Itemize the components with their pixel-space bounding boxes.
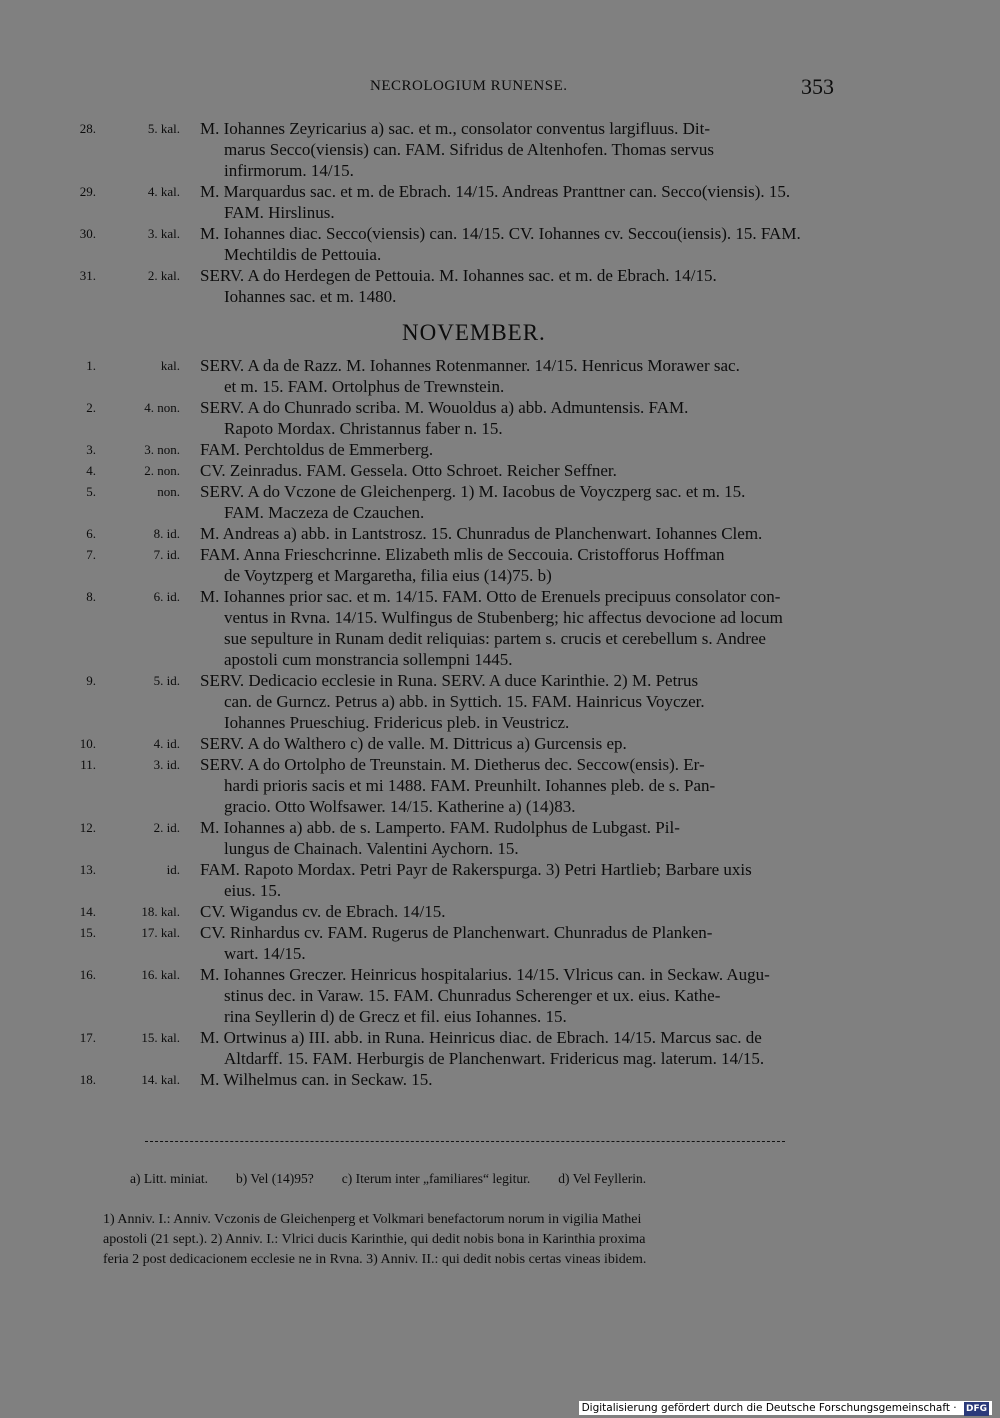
entry-row xyxy=(0,481,830,523)
entry-number: 30. xyxy=(79,226,96,241)
entry-text xyxy=(200,964,830,1027)
entry-date: 6. id. xyxy=(153,589,180,604)
entry-row xyxy=(0,964,830,1027)
entry-text xyxy=(200,481,830,523)
entry-date: 5. id. xyxy=(153,673,180,688)
entry-line: FAM. Anna Frieschcrinne. Elizabeth mlis de Seccouia. Cristofforus Hoffman xyxy=(200,545,725,564)
entry-text xyxy=(200,670,830,733)
entry-date: 14. kal. xyxy=(141,1072,180,1087)
entry-text xyxy=(200,460,830,481)
entry-number: 7. xyxy=(86,547,96,562)
entry-number: 2. xyxy=(86,400,96,415)
entry-number: 18. xyxy=(79,1072,96,1087)
entry-date: 4. kal. xyxy=(147,184,180,199)
entry-line: FAM. Maczeza de Czauchen. xyxy=(224,503,425,522)
entry-line: Rapoto Mordax. Christannus faber n. 15. xyxy=(224,419,503,438)
month-heading xyxy=(0,313,1000,353)
entry-line: M. Marquardus sac. et m. de Ebrach. 14/15. Andreas Pranttner can. Secco(viensis). 15. xyxy=(200,182,791,201)
entry-text xyxy=(200,181,830,223)
entry-line: gracio. Otto Wolfsawer. 14/15. Katherine a) (14)83. xyxy=(224,797,576,816)
entry-text xyxy=(200,355,830,397)
entry-line: et m. 15. FAM. Ortolphus de Trewnstein. xyxy=(224,377,505,396)
entry-line: M. Iohannes diac. Secco(viensis) can. 14/15. CV. Iohannes cv. Seccou(iensis). 15. FAM. xyxy=(200,224,801,243)
entry-text xyxy=(200,733,830,754)
entry-text xyxy=(200,754,830,817)
entry-row xyxy=(0,223,830,265)
entry-line: hardi prioris sacis et mi 1488. FAM. Preunhilt. Iohannes pleb. de s. Pan- xyxy=(224,776,716,795)
footnote-numbered-line: apostoli (21 sept.). 2) Anniv. I.: Vlrici ducis Karinthie, qui dedit nobis bona in Karinthia proxima xyxy=(103,1232,646,1247)
entry-text xyxy=(200,265,830,307)
entry-date: kal. xyxy=(160,358,180,373)
entry-row xyxy=(0,544,830,586)
footnote-letter-item: c) Iterum inter „familiares“ legitur. xyxy=(341,1171,531,1186)
entry-date: 18. kal. xyxy=(141,904,180,919)
entry-line: infirmorum. 14/15. xyxy=(224,161,354,180)
entry-line: SERV. A do Chunrado scriba. M. Wouoldus a) abb. Admuntensis. FAM. xyxy=(200,398,689,417)
entry-date: 3. kal. xyxy=(147,226,180,241)
entry-row xyxy=(0,754,830,817)
entry-number: 3. xyxy=(86,442,96,457)
entry-line: M. Iohannes Zeyricarius a) sac. et m., consolator conventus largifluus. Dit- xyxy=(200,119,711,138)
entry-date: 7. id. xyxy=(153,547,180,562)
entry-date: 2. id. xyxy=(153,820,180,835)
footnote-numbered-line: feria 2 post dedicacionem ecclesie ne in Rvna. 3) Anniv. II.: qui dedit nobis certas vineas ibidem. xyxy=(103,1252,647,1267)
entry-row xyxy=(0,901,830,922)
entry-number: 8. xyxy=(86,589,96,604)
entry-row xyxy=(0,460,830,481)
entry-number: 13. xyxy=(79,862,96,877)
entry-number: 11. xyxy=(80,757,96,772)
entry-line: de Voytzperg et Margaretha, filia eius (14)75. b) xyxy=(224,566,552,585)
entry-number: 5. xyxy=(86,484,96,499)
entry-line: Iohannes Prueschiug. Fridericus pleb. in Veustricz. xyxy=(224,713,570,732)
entry-date: 2. non. xyxy=(144,463,180,478)
entry-line: eius. 15. xyxy=(224,881,282,900)
entry-number: 9. xyxy=(86,673,96,688)
entry-line: SERV. A do Herdegen de Pettouia. M. Iohannes sac. et m. de Ebrach. 14/15. xyxy=(200,266,717,285)
entry-text xyxy=(200,901,830,922)
entry-text xyxy=(200,859,830,901)
entry-date: 17. kal. xyxy=(141,925,180,940)
entry-number: 28. xyxy=(79,121,96,136)
entry-line: SERV. A da de Razz. M. Iohannes Rotenmanner. 14/15. Henricus Morawer sac. xyxy=(200,356,740,375)
entry-line: Mechtildis de Pettouia. xyxy=(224,245,382,264)
running-title: NECROLOGIUM RUNENSE. xyxy=(370,78,568,94)
entry-number: 17. xyxy=(79,1030,96,1045)
entry-number: 4. xyxy=(86,463,96,478)
entry-line: lungus de Chainach. Valentini Aychorn. 15. xyxy=(224,839,519,858)
dfg-logo: DFG xyxy=(965,1404,987,1414)
entry-line: CV. Zeinradus. FAM. Gessela. Otto Schroet. Reicher Seffner. xyxy=(200,461,617,480)
entry-line: wart. 14/15. xyxy=(224,944,306,963)
entry-line: FAM. Hirslinus. xyxy=(224,203,335,222)
entry-text xyxy=(200,817,830,859)
entry-text xyxy=(200,586,830,670)
entry-row xyxy=(0,397,830,439)
entry-row xyxy=(0,181,830,223)
entry-line: Altdarff. 15. FAM. Herburgis de Planchenwart. Fridericus mag. laterum. 14/15. xyxy=(224,1049,765,1068)
entry-line: sue sepulture in Runam dedit reliquias: partem s. crucis et cerebellum s. Andree xyxy=(224,629,766,648)
entries-container xyxy=(0,118,1000,1090)
entry-number: 1. xyxy=(86,358,96,373)
entry-number: 31. xyxy=(79,268,96,283)
entry-line: SERV. A do Vczone de Gleichenperg. 1) M. Iacobus de Voyczperg sac. et m. 15. xyxy=(200,482,746,501)
entry-text xyxy=(200,1027,830,1069)
entry-date: 3. id. xyxy=(153,757,180,772)
entry-line: M. Ortwinus a) III. abb. in Runa. Heinricus diac. de Ebrach. 14/15. Marcus sac. de xyxy=(200,1028,762,1047)
entry-row xyxy=(0,670,830,733)
entry-line: Iohannes sac. et m. 1480. xyxy=(224,287,397,306)
month-heading-text: NOVEMBER. xyxy=(402,320,546,345)
entry-row xyxy=(0,859,830,901)
footnote-letter-item: d) Vel Feyllerin. xyxy=(558,1171,647,1186)
entry-row xyxy=(0,733,830,754)
entry-row xyxy=(0,922,830,964)
entry-number: 10. xyxy=(79,736,96,751)
entry-date: 4. id. xyxy=(153,736,180,751)
entry-number: 12. xyxy=(79,820,96,835)
entry-line: M. Wilhelmus can. in Seckaw. 15. xyxy=(200,1070,433,1089)
entry-text xyxy=(200,922,830,964)
entry-date: 3. non. xyxy=(144,442,180,457)
entry-number: 6. xyxy=(86,526,96,541)
entry-line: SERV. A do Ortolpho de Treunstain. M. Dietherus dec. Seccow(ensis). Er- xyxy=(200,755,705,774)
entry-date: 4. non. xyxy=(144,400,180,415)
entry-line: M. Andreas a) abb. in Lantstrosz. 15. Chunradus de Planchenwart. Iohannes Clem. xyxy=(200,524,763,543)
dfg-credit xyxy=(579,1401,992,1415)
entry-row xyxy=(0,1069,830,1090)
entry-line: M. Iohannes Greczer. Heinricus hospitalarius. 14/15. Vlricus can. in Seckaw. Augu- xyxy=(200,965,770,984)
entry-text xyxy=(200,1069,830,1090)
entry-text xyxy=(200,118,830,181)
entry-date: 2. kal. xyxy=(147,268,180,283)
entry-line: marus Secco(viensis) can. FAM. Sifridus de Altenhofen. Thomas servus xyxy=(224,140,714,159)
entry-line: M. Iohannes a) abb. de s. Lamperto. FAM. Rudolphus de Lubgast. Pil- xyxy=(200,818,680,837)
entry-line: FAM. Perchtoldus de Emmerberg. xyxy=(200,440,434,459)
entry-number: 14. xyxy=(79,904,96,919)
entry-text xyxy=(200,544,830,586)
entry-date: 8. id. xyxy=(153,526,180,541)
entry-row xyxy=(0,523,830,544)
entry-date: 15. kal. xyxy=(141,1030,180,1045)
entry-line: CV. Rinhardus cv. FAM. Rugerus de Planchenwart. Chunradus de Planken- xyxy=(200,923,713,942)
footnotes-numbered xyxy=(103,1210,820,1270)
entry-row xyxy=(0,439,830,460)
entry-row xyxy=(0,355,830,397)
entry-row xyxy=(0,817,830,859)
footnotes-lettered xyxy=(130,1171,820,1187)
entry-row xyxy=(0,265,830,307)
footnote-letter-item: b) Vel (14)95? xyxy=(235,1171,314,1186)
entry-date: 5. kal. xyxy=(147,121,180,136)
entry-line: M. Iohannes prior sac. et m. 14/15. FAM. Otto de Erenuels precipuus consolator con- xyxy=(200,587,781,606)
entry-text xyxy=(200,397,830,439)
entry-line: SERV. Dedicacio ecclesie in Runa. SERV. A duce Karinthie. 2) M. Petrus xyxy=(200,671,699,690)
entry-text xyxy=(200,439,830,460)
entry-line: rina Seyllerin d) de Grecz et fil. eius Iohannes. 15. xyxy=(224,1007,567,1026)
entry-date: non. xyxy=(157,484,180,499)
entry-date: 16. kal. xyxy=(141,967,180,982)
footnote-numbered-line: 1) Anniv. I.: Anniv. Vczonis de Gleichenperg et Volkmari benefactorum norum in vigilia Mathei xyxy=(103,1212,642,1227)
entry-line: ventus in Rvna. 14/15. Wulfingus de Stubenberg; hic affectus devocione ad locum xyxy=(224,608,783,627)
entry-date: id. xyxy=(166,862,180,877)
entry-row xyxy=(0,586,830,670)
credit-text: Digitalisierung gefördert durch die Deutsche Forschungsgemeinschaft · xyxy=(581,1402,957,1414)
november-entries xyxy=(0,355,1000,1090)
entry-line: stinus dec. in Varaw. 15. FAM. Chunradus Scherenger et ux. eius. Kathe- xyxy=(224,986,721,1005)
footnote-letter-item: a) Litt. miniat. xyxy=(130,1171,208,1186)
entry-number: 29. xyxy=(79,184,96,199)
entry-row xyxy=(0,118,830,181)
entry-line: CV. Wigandus cv. de Ebrach. 14/15. xyxy=(200,902,446,921)
entry-line: SERV. A do Walthero c) de valle. M. Dittricus a) Gurcensis ep. xyxy=(200,734,627,753)
entry-text xyxy=(200,523,830,544)
entry-line: apostoli cum monstrancia sollempni 1445. xyxy=(224,650,513,669)
entry-number: 15. xyxy=(79,925,96,940)
entry-number: 16. xyxy=(79,967,96,982)
entry-line: FAM. Rapoto Mordax. Petri Payr de Rakerspurga. 3) Petri Hartlieb; Barbare uxis xyxy=(200,860,752,879)
entry-text xyxy=(200,223,830,265)
page-header xyxy=(0,72,1000,100)
footnote-divider xyxy=(145,1141,785,1142)
entry-line: can. de Gurncz. Petrus a) abb. in Syttich. 15. FAM. Hainricus Voyczer. xyxy=(224,692,705,711)
october-entries xyxy=(0,118,1000,307)
page-number: 353 xyxy=(801,74,834,99)
entry-row xyxy=(0,1027,830,1069)
